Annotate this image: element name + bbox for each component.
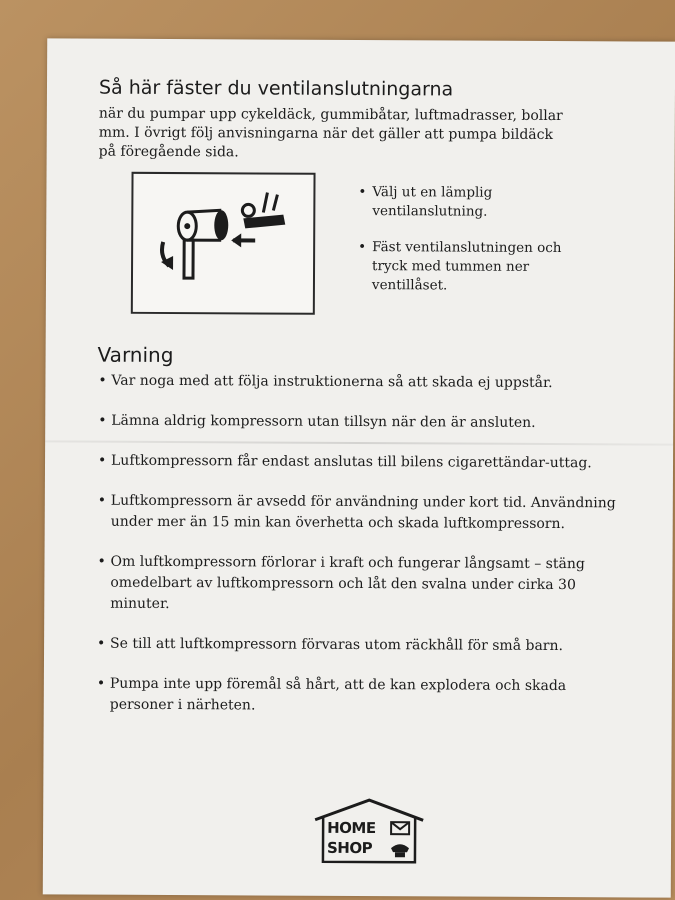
list-item: • Fäst ventilanslutningen och tryck med tummen ner ventillåset. bbox=[356, 238, 571, 296]
warning-heading: Varning bbox=[97, 342, 174, 368]
valve-connection-illustration bbox=[131, 172, 316, 315]
list-item: • Var noga med att följa instruktionerna så att skada ej uppstår. bbox=[97, 371, 617, 395]
list-item: • Lämna aldrig kompressorn utan tillsyn när den är ansluten. bbox=[97, 411, 617, 435]
warnings-list bbox=[96, 371, 618, 738]
logo-text-shop: SHOP bbox=[326, 838, 373, 858]
home-shop-logo bbox=[311, 798, 427, 865]
steps-list bbox=[356, 183, 572, 313]
valve-diagram-icon bbox=[133, 174, 314, 313]
list-item: • Luftkompressorn är avsedd för användning under kort tid. Användning under mer än 15 min kan överhetta och skada luftkompressorn. bbox=[97, 491, 617, 536]
list-item: • Se till att luftkompressorn förvaras utom räckhåll för små barn. bbox=[96, 634, 616, 658]
list-item: • Välj ut en lämplig ventilanslutning. bbox=[356, 183, 571, 222]
intro-paragraph: när du pumpar upp cykeldäck, gummibåtar, luftmadrasser, bollar mm. I övrigt följ anvisningarna när det gäller att pumpa bildäck på föregående sida. bbox=[98, 105, 563, 161]
list-item: • Pumpa inte upp föremål så hårt, att de kan explodera och skada personer i närheten. bbox=[96, 674, 616, 719]
page-title: Så här fäster du ventilanslutningarna bbox=[98, 76, 454, 101]
logo-text-home: HOME bbox=[327, 818, 376, 838]
instruction-sheet bbox=[43, 38, 675, 897]
list-item: • Om luftkompressorn förlorar i kraft och fungerar långsamt – stäng omedelbart av luftkompressorn och låt den svalna under cirka 30 minuter. bbox=[96, 552, 616, 618]
list-item: • Luftkompressorn får endast anslutas till bilens cigarettändar-uttag. bbox=[97, 451, 617, 475]
